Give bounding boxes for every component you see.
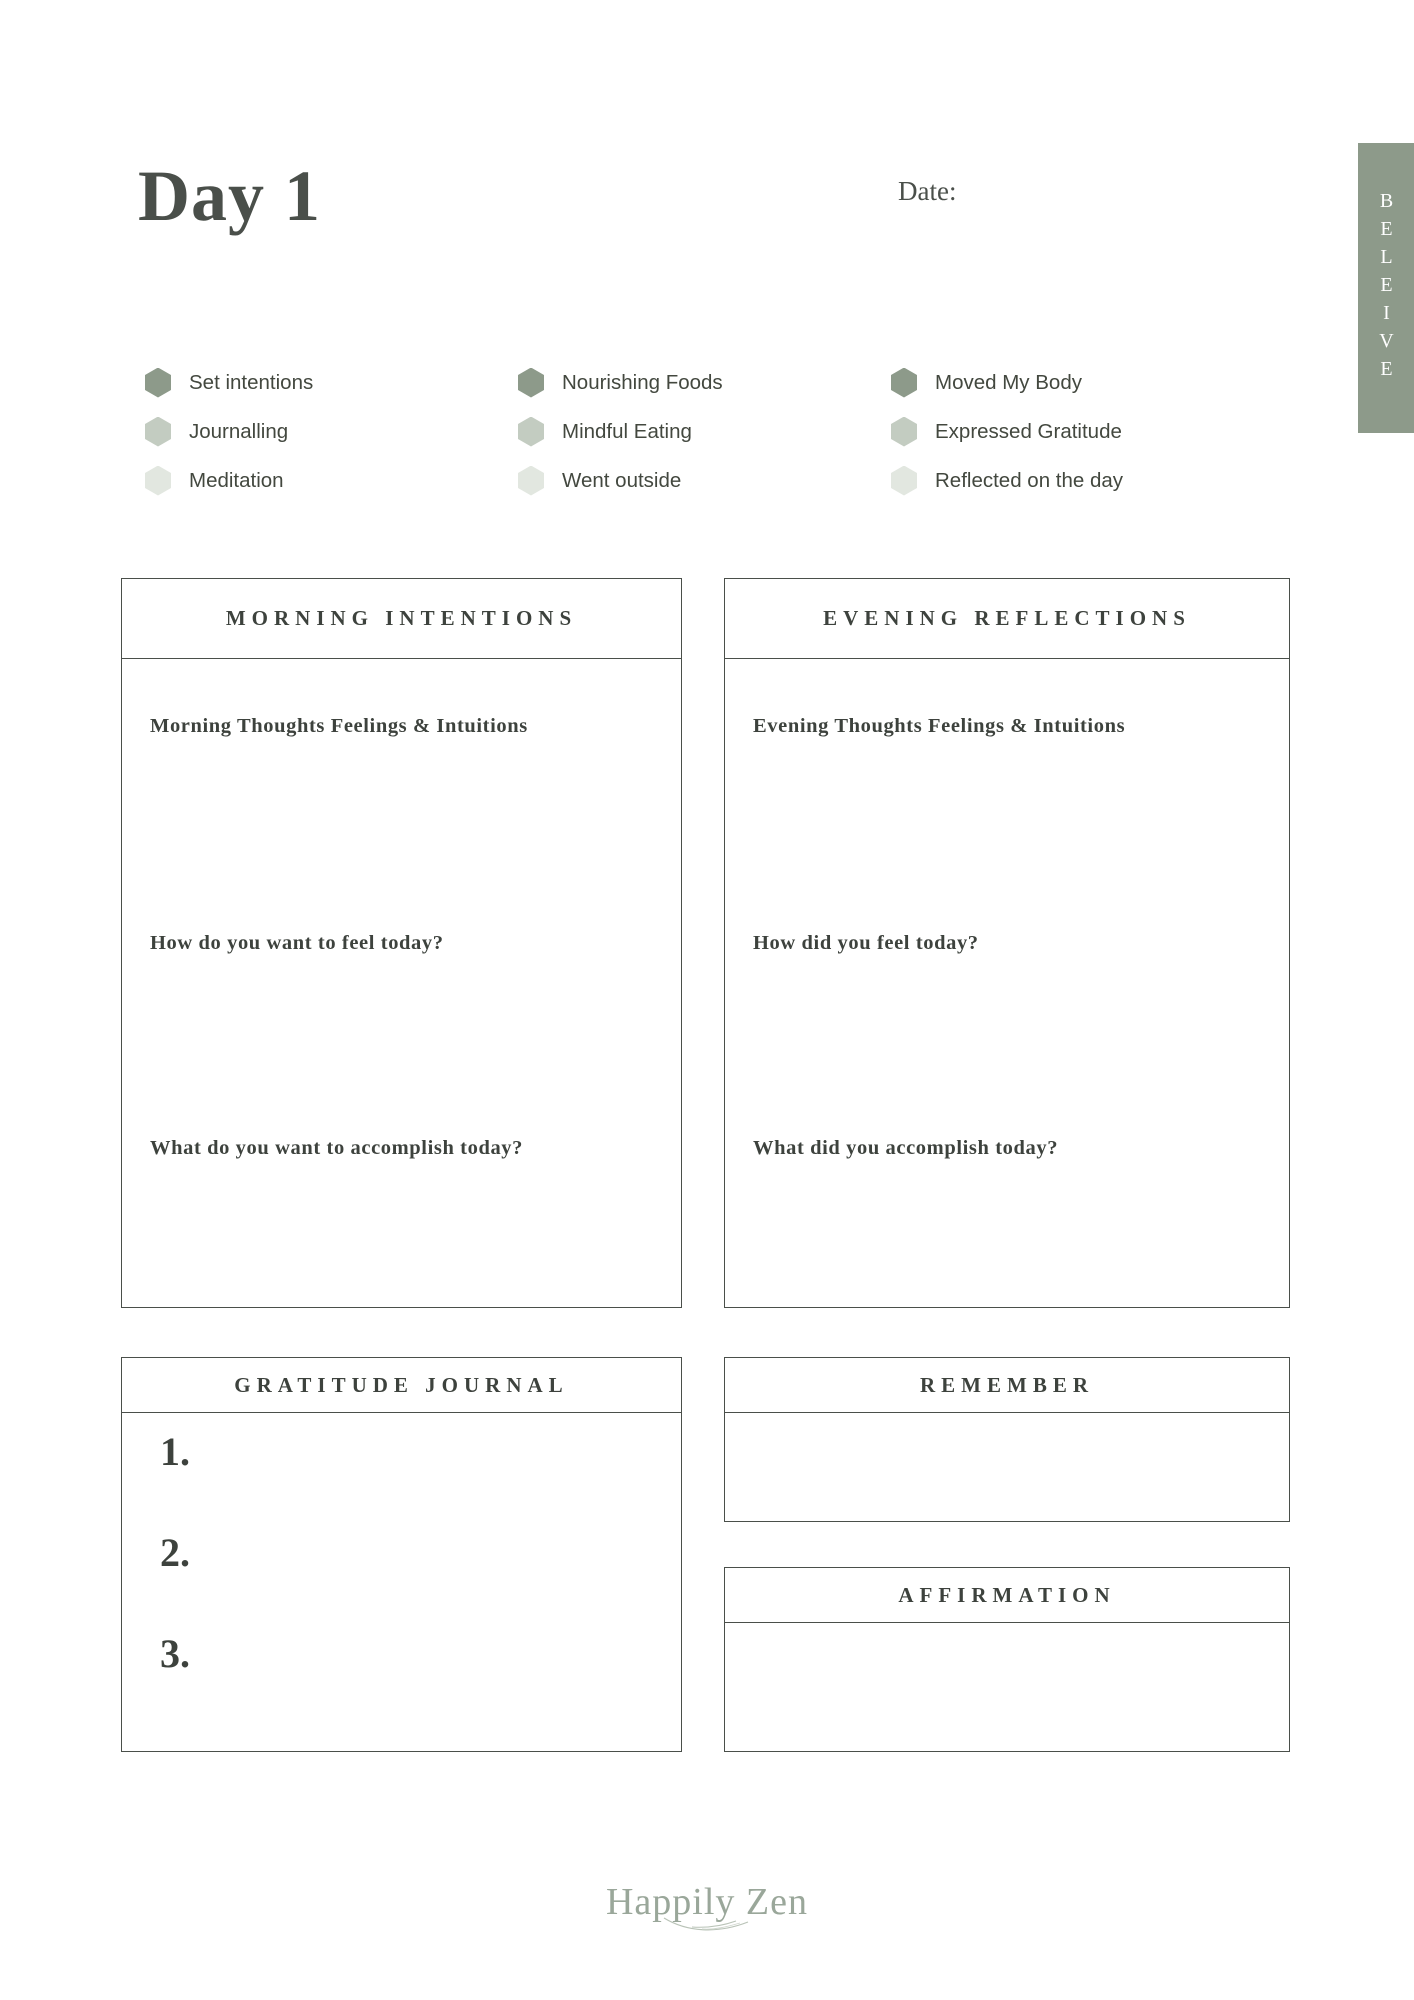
gratitude-item[interactable]: 3.	[160, 1631, 190, 1676]
hexagon-checkbox-icon[interactable]	[518, 417, 544, 447]
habit-checklist	[145, 358, 1265, 505]
remember-heading: REMEMBER	[725, 1358, 1289, 1413]
evening-reflections-panel	[724, 578, 1290, 1308]
morning-intentions-body[interactable]	[122, 659, 681, 1307]
checklist-column-3	[891, 358, 1264, 505]
checklist-item-label: Mindful Eating	[562, 419, 692, 443]
evening-prompt-feel: How did you feel today?	[753, 932, 979, 954]
checklist-item-label: Went outside	[562, 468, 682, 492]
morning-intentions-panel	[121, 578, 682, 1308]
checklist-item-label: Set intentions	[189, 370, 314, 394]
checklist-column-1	[145, 358, 518, 505]
morning-prompt-thoughts: Morning Thoughts Feelings & Intuitions	[150, 715, 528, 737]
checklist-item[interactable]	[518, 407, 891, 456]
checklist-item[interactable]	[891, 456, 1264, 505]
checklist-item[interactable]	[518, 456, 891, 505]
hexagon-checkbox-icon[interactable]	[891, 368, 917, 398]
gratitude-item[interactable]: 2.	[160, 1530, 190, 1575]
checklist-item[interactable]	[145, 358, 518, 407]
brand-name: Happily Zen	[605, 1881, 808, 1923]
checklist-item-label: Nourishing Foods	[562, 370, 723, 394]
page-title: Day 1	[138, 156, 321, 236]
hexagon-checkbox-icon[interactable]	[145, 466, 171, 496]
side-tab-label: BELEIVE	[1375, 190, 1398, 386]
morning-prompt-accomplish: What do you want to accomplish today?	[150, 1137, 524, 1159]
evening-prompt-thoughts: Evening Thoughts Feelings & Intuitions	[753, 715, 1126, 737]
hexagon-checkbox-icon[interactable]	[518, 466, 544, 496]
evening-reflections-body[interactable]	[725, 659, 1289, 1307]
gratitude-list	[160, 1429, 190, 1735]
checklist-column-2	[518, 358, 891, 505]
affirmation-body[interactable]	[725, 1623, 1289, 1751]
morning-intentions-heading: MORNING INTENTIONS	[122, 579, 681, 659]
checklist-item[interactable]	[145, 407, 518, 456]
checklist-item[interactable]	[891, 358, 1264, 407]
checklist-item[interactable]	[145, 456, 518, 505]
evening-prompt-accomplish: What did you accomplish today?	[753, 1137, 1059, 1159]
remember-body[interactable]	[725, 1413, 1289, 1521]
morning-prompt-feel: How do you want to feel today?	[150, 932, 444, 954]
checklist-item-label: Meditation	[189, 468, 284, 492]
gratitude-item[interactable]: 1.	[160, 1429, 190, 1474]
date-label: Date:	[898, 176, 957, 206]
checklist-item[interactable]	[891, 407, 1264, 456]
hexagon-checkbox-icon[interactable]	[891, 466, 917, 496]
checklist-item[interactable]	[518, 358, 891, 407]
hexagon-checkbox-icon[interactable]	[145, 417, 171, 447]
gratitude-journal-panel	[121, 1357, 682, 1752]
checklist-item-label: Expressed Gratitude	[935, 419, 1122, 443]
checklist-item-label: Journalling	[189, 419, 289, 443]
gratitude-journal-heading: GRATITUDE JOURNAL	[122, 1358, 681, 1413]
checklist-item-label: Moved My Body	[935, 370, 1082, 394]
remember-panel	[724, 1357, 1290, 1522]
hexagon-checkbox-icon[interactable]	[891, 417, 917, 447]
hexagon-checkbox-icon[interactable]	[518, 368, 544, 398]
side-tab-believe	[1358, 143, 1414, 433]
checklist-item-label: Reflected on the day	[935, 468, 1124, 492]
affirmation-heading: AFFIRMATION	[725, 1568, 1289, 1623]
hexagon-checkbox-icon[interactable]	[145, 368, 171, 398]
affirmation-panel	[724, 1567, 1290, 1752]
evening-reflections-heading: EVENING REFLECTIONS	[725, 579, 1289, 659]
footer	[0, 1880, 1414, 1936]
